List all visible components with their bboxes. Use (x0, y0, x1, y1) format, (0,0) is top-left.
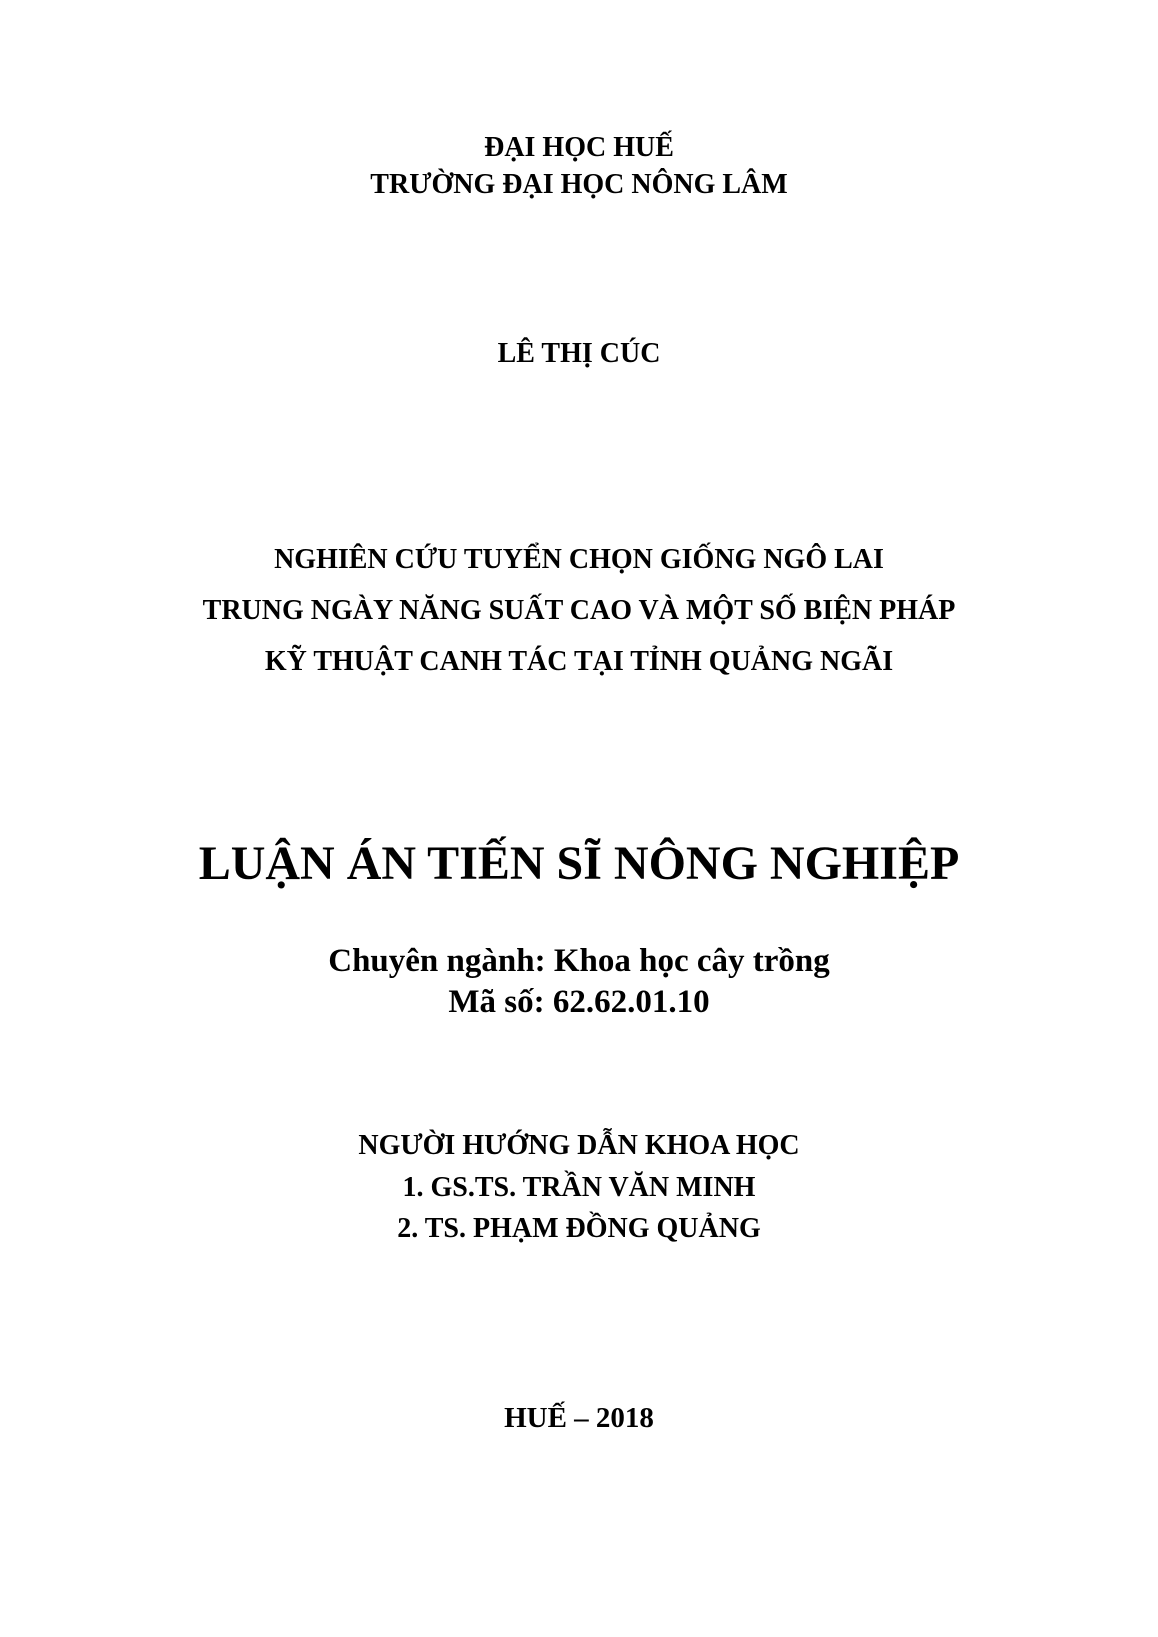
thesis-title-line-2: TRUNG NGÀY NĂNG SUẤT CAO VÀ MỘT SỐ BIỆN PHÁP (202, 595, 956, 626)
supervisor-item: 2. TS. PHẠM ĐỒNG QUẢNG (397, 1213, 761, 1244)
specialization-field: Chuyên ngành: Khoa học cây trồng (328, 943, 830, 979)
degree-title: LUẬN ÁN TIẾN SĨ NÔNG NGHIỆP (198, 837, 960, 890)
supervisors-heading: NGƯỜI HƯỚNG DẪN KHOA HỌC (358, 1130, 800, 1161)
specialization-code: Mã số: 62.62.01.10 (448, 984, 710, 1020)
author-name: LÊ THỊ CÚC (497, 338, 661, 369)
thesis-title-line-3: KỸ THUẬT CANH TÁC TẠI TỈNH QUẢNG NGÃI (264, 646, 894, 677)
supervisor-item: 1. GS.TS. TRẦN VĂN MINH (402, 1172, 756, 1203)
university-name: ĐẠI HỌC HUẾ (484, 132, 674, 163)
thesis-title-line-1: NGHIÊN CỨU TUYỂN CHỌN GIỐNG NGÔ LAI (274, 544, 884, 575)
school-name: TRƯỜNG ĐẠI HỌC NÔNG LÂM (370, 169, 788, 200)
place-year: HUẾ – 2018 (504, 1402, 654, 1434)
